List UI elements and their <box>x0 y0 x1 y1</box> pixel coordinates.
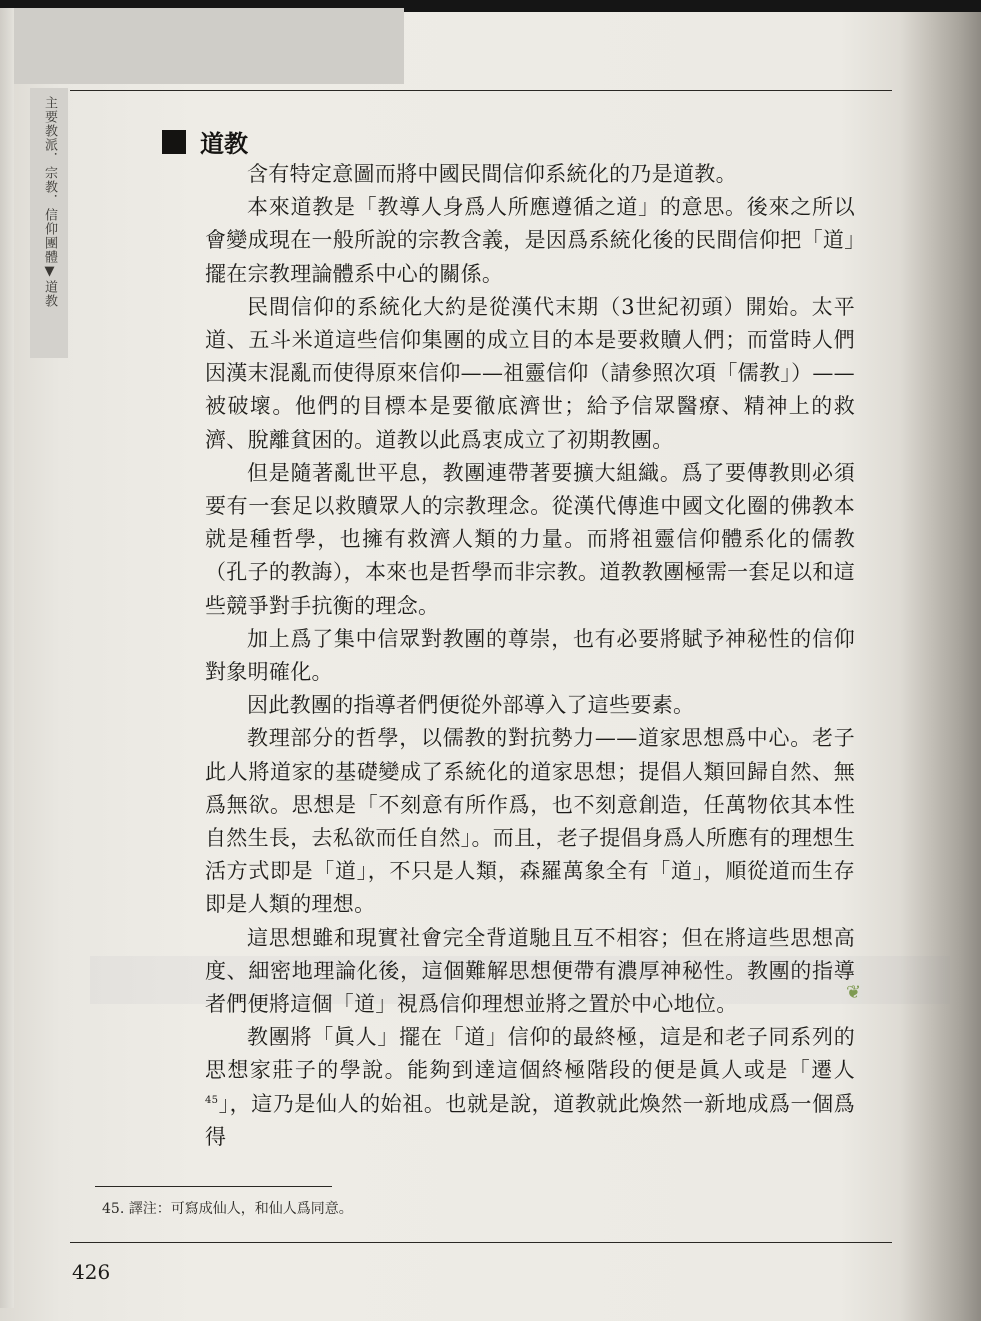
paragraph: 這思想雖和現實社會完全背道馳且互不相容；但在將這些思想高度、細密地理論化後，這個難解思想便帶有濃厚神秘性。教團的指導者們便將這個「道」視爲信仰理想並將之置於中心地位。 <box>205 925 855 1017</box>
body-text <box>205 158 855 1154</box>
paragraph: 因此教團的指導者們便從外部導入了這些要素。 <box>247 693 695 718</box>
paragraph-text: 」，這乃是仙人的始祖。也就是說，道教就此煥然一新地成爲一個爲得 <box>205 1091 855 1149</box>
running-side-label: 主要教派．宗教．信仰團體▼道教 <box>42 96 57 308</box>
section-heading <box>162 124 248 159</box>
paragraph: 但是隨著亂世平息，教團連帶著要擴大組織。爲了要傳教則必須要有一套足以救贖眾人的宗教理念。從漢代傳進中國文化圈的佛教本就是種哲學，也擁有救濟人類的力量。而將祖靈信仰體系化的儒教（孔子的教誨），本來也是哲學而非宗教。道教教團極需一套足以和這些競爭對手抗衡的理念。 <box>205 460 855 618</box>
paragraph <box>205 1021 855 1154</box>
footer-rule <box>70 1242 892 1243</box>
paragraph: 教理部分的哲學，以儒教的對抗勢力——道家思想爲中心。老子此人將道家的基礎變成了系統化的道家思想；提倡人類回歸自然、無爲無欲。思想是「不刻意有所作爲，也不刻意創造，任萬物依其本性自然生長，去私欲而任自然」。而且，老子提倡身爲人所應有的理想生活方式即是「道」，不只是人類，森羅萬象全有「道」，順從道而生存即是人類的理想。 <box>205 726 855 917</box>
paragraph: 含有特定意圖而將中國民間信仰系統化的乃是道教。 <box>247 162 737 186</box>
paragraph: 本來道教是「教導人身爲人所應遵循之道」的意思。後來之所以會變成現在一般所說的宗教含義，是因爲系統化後的民間信仰把「道」擺在宗教理論體系中心的關係。 <box>205 195 855 286</box>
leaf-mark-icon: ❦ <box>846 982 862 1003</box>
corner-tab <box>0 8 404 84</box>
spine-shadow <box>0 8 14 1308</box>
footnote-rule <box>95 1186 332 1187</box>
black-square-icon <box>162 130 186 154</box>
paragraph-text: 教團將「眞人」擺在「道」信仰的最終極，這是和老子同系列的思想家莊子的學說。能夠到達這個終極階段的便是眞人或是「遷人 <box>205 1025 855 1083</box>
paragraph: 加上爲了集中信眾對教團的尊崇，也有必要將賦予神秘性的信仰對象明確化。 <box>205 626 855 685</box>
page-number: 426 <box>72 1260 111 1284</box>
header-rule <box>70 90 892 91</box>
section-title: 道教 <box>200 130 248 158</box>
footnote-marker: 45 <box>205 1094 219 1106</box>
footnote: 45. 譯注：可寫成仙人，和仙人爲同意。 <box>102 1201 353 1217</box>
paragraph: 民間信仰的系統化大約是從漢代末期（3世紀初頭）開始。太平道、五斗米道這些信仰集團的成立目的本是要救贖人們；而當時人們因漢末混亂而使得原來信仰——祖靈信仰（請參照次項「儒教」）——被破壞。他們的目標本是要徹底濟世；給予信眾醫療、精神上的救濟、脫離貧困的。道教以此爲衷成立了初期教團。 <box>205 294 855 452</box>
